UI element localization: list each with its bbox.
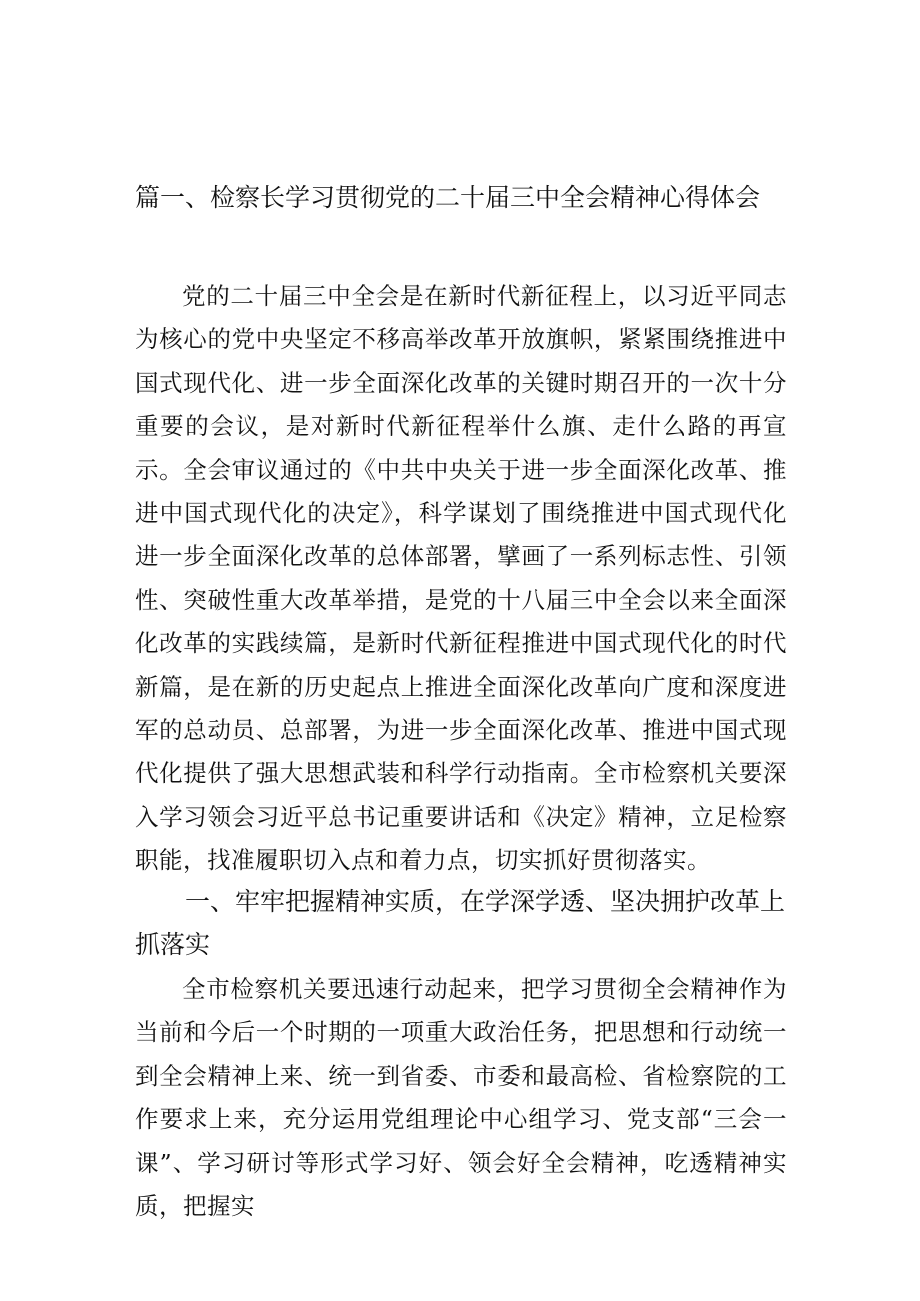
document-title: 篇一、检察长学习贯彻党的二十届三中全会精神心得体会 [135, 183, 761, 212]
paragraph-2: 全市检察机关要迅速行动起来，把学习贯彻全会精神作为当前和今后一个时期的一项重大政治任务，把思想和行动统一到全会精神上来、统一到省委、市委和最高检、省检察院的工作要求上来，充分运用党组理论中心组学习、党支部“三会一课”、学习研讨等形式学习好、领会好全会精神，吃透精神实质，把握实 [135, 975, 787, 1221]
paragraph-1: 党的二十届三中全会是在新时代新征程上，以习近平同志为核心的党中央坚定不移高举改革开放旗帜，紧紧围绕推进中国式现代化、进一步全面深化改革的关键时期召开的一次十分重要的会议，是对新时代新征程举什么旗、走什么路的再宣示。全会审议通过的《中共中央关于进一步全面深化改革、推进中国式现代化的决定》，科学谋划了围绕推进中国式现代化进一步全面深化改革的总体部署，擘画了一系列标志性、引领性、突破性重大改革举措，是党的十八届三中全会以来全面深化改革的实践续篇，是新时代新征程推进中国式现代化的时代新篇，是在新的历史起点上推进全面深化改革向广度和深度进军的总动员、总部署，为进一步全面深化改革、推进中国式现代化提供了强大思想武装和科学行动指南。全市检察机关要深入学习领会习近平总书记重要讲话和《决定》精神，立足检察职能，找准履职切入点和着力点，切实抓好贯彻落实。 [135, 282, 787, 875]
section-heading-1: 一、牢牢把握精神实质，在学深学透、坚决拥护改革上抓落实 [135, 887, 786, 959]
